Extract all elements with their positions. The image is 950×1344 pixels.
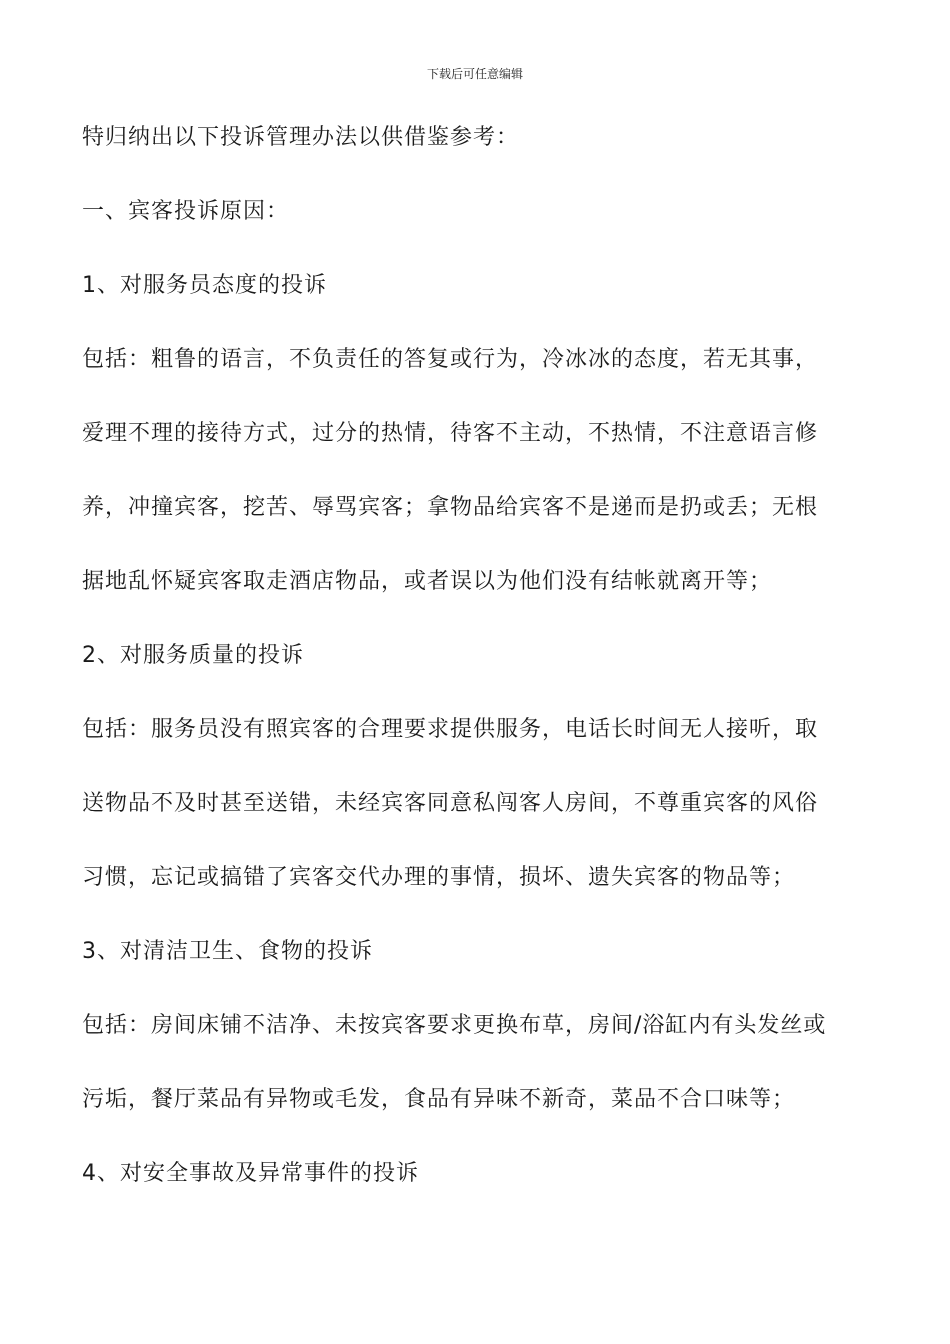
paragraph-line: 包括：服务员没有照宾客的合理要求提供服务，电话长时间无人接听，取 <box>82 717 819 742</box>
intro-paragraph: 特归纳出以下投诉管理办法以供借鉴参考： <box>82 125 520 150</box>
paragraph-line: 爱理不理的接待方式，过分的热情，待客不主动，不热情，不注意语言修 <box>82 421 819 446</box>
subsection-heading: 3、对清洁卫生、食物的投诉 <box>82 939 373 964</box>
subsection-heading: 2、对服务质量的投诉 <box>82 643 304 668</box>
subsection-heading: 4、对安全事故及异常事件的投诉 <box>82 1161 419 1186</box>
paragraph-line: 据地乱怀疑宾客取走酒店物品，或者误以为他们没有结帐就离开等； <box>82 569 773 594</box>
paragraph-line: 养，冲撞宾客，挖苦、辱骂宾客；拿物品给宾客不是递而是扔或丢；无根 <box>82 495 819 520</box>
paragraph-line: 包括：房间床铺不洁净、未按宾客要求更换布草，房间/浴缸内有头发丝或 <box>82 1013 827 1038</box>
paragraph-line: 污垢，餐厅菜品有异物或毛发，食品有异味不新奇，菜品不合口味等； <box>82 1087 796 1112</box>
document-body <box>82 118 882 1228</box>
paragraph-line: 习惯，忘记或搞错了宾客交代办理的事情，损坏、遗失宾客的物品等； <box>82 865 796 890</box>
section-heading: 一、宾客投诉原因： <box>82 199 290 224</box>
paragraph-line: 包括：粗鲁的语言，不负责任的答复或行为，冷冰冰的态度，若无其事， <box>82 347 819 372</box>
paragraph-line: 送物品不及时甚至送错，未经宾客同意私闯客人房间，不尊重宾客的风俗 <box>82 791 819 816</box>
subsection-heading: 1、对服务员态度的投诉 <box>82 273 327 298</box>
page-header: 下载后可任意编辑 <box>426 67 523 81</box>
